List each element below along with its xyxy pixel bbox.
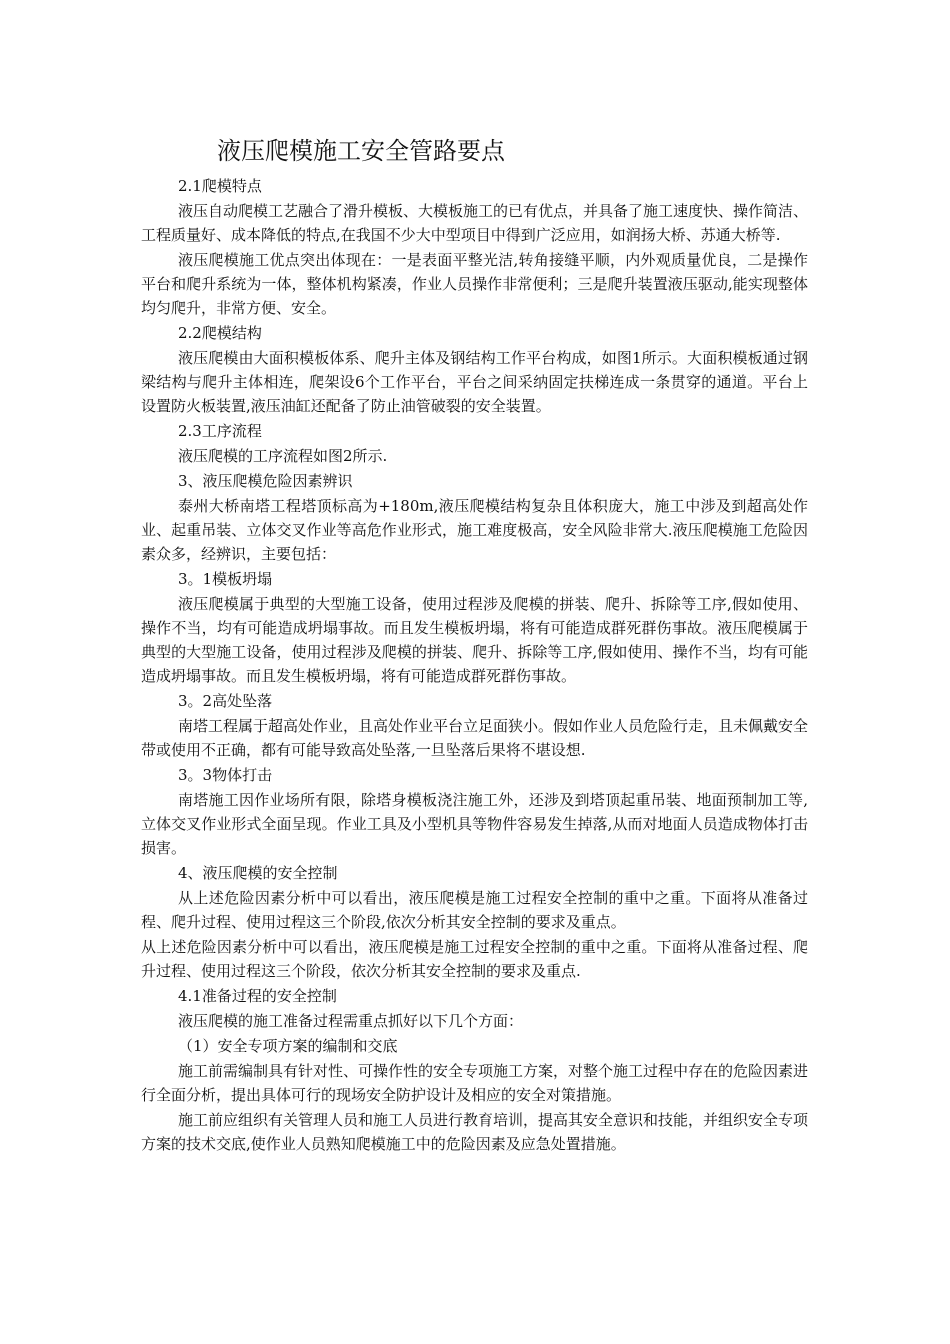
section-heading: 3。1模板坍塌 bbox=[178, 570, 273, 588]
section-heading: 3。3物体打击 bbox=[178, 766, 273, 784]
section-heading: 2.1爬模特点 bbox=[178, 177, 262, 195]
paragraph: 泰州大桥南塔工程塔顶标高为+180m,液压爬模结构复杂且体积庞大，施工中涉及到超高处作业、起重吊装、立体交叉作业等高危作业形式，施工难度极高，安全风险非常大.液压爬模施工危险因素众多，经辨识，主要包括： bbox=[141, 497, 808, 563]
document-body bbox=[141, 136, 808, 1157]
section-heading: 4.1准备过程的安全控制 bbox=[178, 987, 337, 1005]
section-heading: 3。2高处坠落 bbox=[178, 692, 273, 710]
paragraph: 液压爬模施工优点突出体现在：一是表面平整光洁,转角接缝平顺，内外观质量优良，二是操作平台和爬升系统为一体，整体机构紧凑，作业人员操作非常便利；三是爬升装置液压驱动,能实现整体均匀爬升，非常方便、安全。 bbox=[141, 251, 808, 317]
paragraph: 液压自动爬模工艺融合了滑升模板、大模板施工的已有优点，并具备了施工速度快、操作简洁、工程质量好、成本降低的特点,在我国不少大中型项目中得到广泛应用，如润扬大桥、苏通大桥等. bbox=[141, 202, 809, 244]
paragraph: 液压爬模由大面积模板体系、爬升主体及钢结构工作平台构成，如图1所示。大面积模板通过钢梁结构与爬升主体相连，爬架设6个工作平台，平台之间采纳固定扶梯连成一条贯穿的通道。平台上设置防火板装置,液压油缸还配备了防止油管破裂的安全装置。 bbox=[141, 349, 808, 415]
section-heading: （1）安全专项方案的编制和交底 bbox=[178, 1037, 398, 1055]
paragraph: 施工前应组织有关管理人员和施工人员进行教育培训，提高其安全意识和技能，并组织安全专项方案的技术交底,使作业人员熟知爬模施工中的危险因素及应急处置措施。 bbox=[141, 1111, 809, 1153]
paragraph: 从上述危险因素分析中可以看出，液压爬模是施工过程安全控制的重中之重。下面将从准备过程、爬升过程、使用过程这三个阶段，依次分析其安全控制的要求及重点. bbox=[141, 938, 808, 980]
paragraph: 施工前需编制具有针对性、可操作性的安全专项施工方案，对整个施工过程中存在的危险因素进行全面分析，提出具体可行的现场安全防护设计及相应的安全对策措施。 bbox=[141, 1062, 809, 1104]
document-title: 液压爬模施工安全管路要点 bbox=[217, 137, 505, 165]
section-heading: 4、液压爬模的安全控制 bbox=[178, 864, 338, 882]
section-heading: 3、液压爬模危险因素辨识 bbox=[178, 472, 353, 490]
paragraph: 南塔施工因作业场所有限，除塔身模板浇注施工外，还涉及到塔顶起重吊装、地面预制加工等,立体交叉作业形式全面呈现。作业工具及小型机具等物件容易发生掉落,从而对地面人员造成物体打击损害。 bbox=[141, 791, 808, 857]
section-heading: 2.2爬模结构 bbox=[178, 324, 262, 342]
paragraph: 液压爬模的工序流程如图2所示. bbox=[178, 447, 388, 465]
section-heading: 2.3工序流程 bbox=[178, 422, 262, 440]
paragraph: 液压爬模的施工准备过程需重点抓好以下几个方面： bbox=[178, 1012, 524, 1030]
paragraph: 南塔工程属于超高处作业，且高处作业平台立足面狭小。假如作业人员危险行走，且未佩戴安全带或使用不正确，都有可能导致高处坠落,一旦坠落后果将不堪设想. bbox=[141, 717, 809, 759]
paragraph: 从上述危险因素分析中可以看出，液压爬模是施工过程安全控制的重中之重。下面将从准备过程、爬升过程、使用过程这三个阶段,依次分析其安全控制的要求及重点。 bbox=[141, 889, 808, 931]
paragraph: 液压爬模属于典型的大型施工设备，使用过程涉及爬模的拼装、爬升、拆除等工序,假如使用、操作不当，均有可能造成坍塌事故。而且发生模板坍塌，将有可能造成群死群伤事故。液压爬模属于典型的大型施工设备，使用过程涉及爬模的拼装、爬升、拆除等工序,假如使用、操作不当，均有可能造成坍塌事故。而且发生模板坍塌，将有可能造成群死群伤事故。 bbox=[141, 595, 808, 685]
